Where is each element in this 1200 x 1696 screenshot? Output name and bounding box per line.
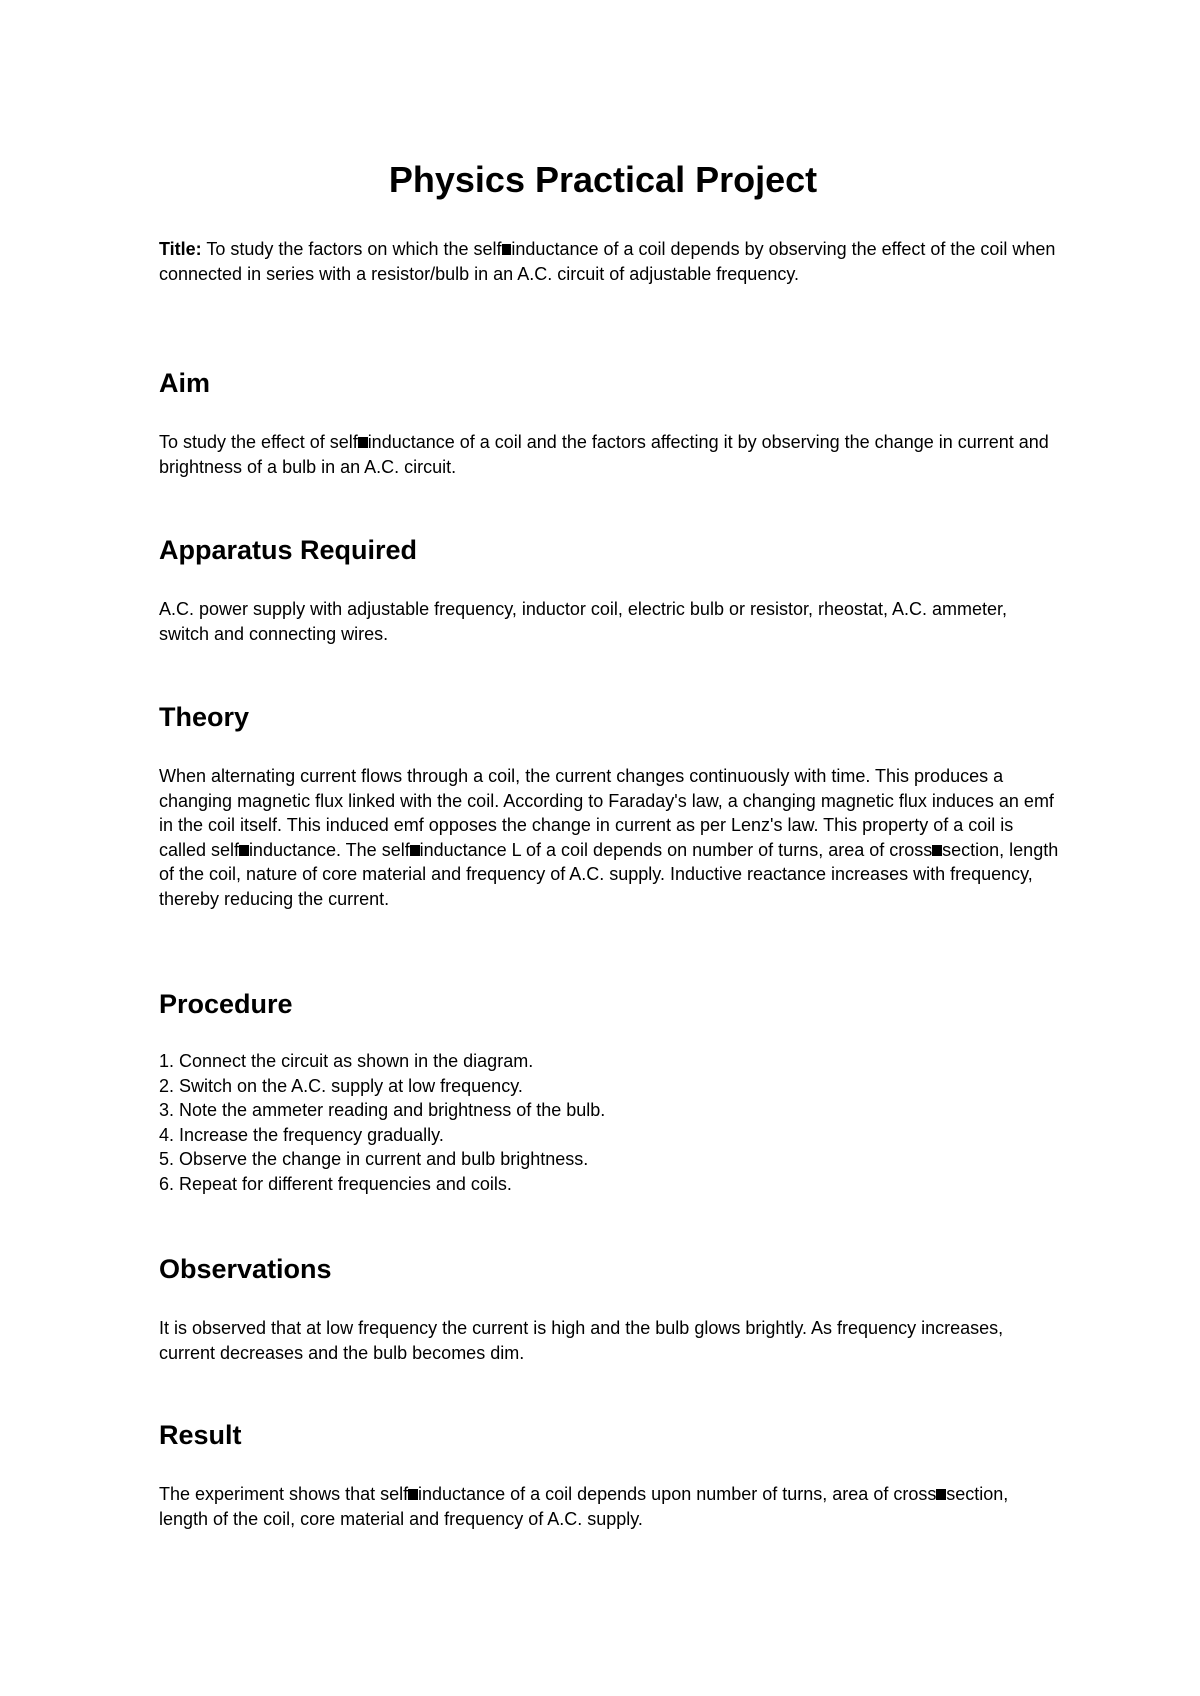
section-theory <box>159 700 1059 911</box>
procedure-step: 5. Observe the change in current and bulb brightness. <box>159 1149 589 1169</box>
procedure-steps <box>159 1049 1059 1196</box>
section-heading-observations: Observations <box>159 1254 332 1284</box>
section-heading-result: Result <box>159 1420 242 1450</box>
section-body-result: The experiment shows that self inductance of a coil depends upon number of turns, area of cross section, length of the coil, core material and frequency of A.C. supply. <box>159 1484 1009 1529</box>
procedure-step: 1. Connect the circuit as shown in the diagram. <box>159 1051 534 1071</box>
section-apparatus <box>159 533 1059 646</box>
glyph-square <box>239 845 249 856</box>
section-body-apparatus: A.C. power supply with adjustable frequency, inductor coil, electric bulb or resistor, rheostat, A.C. ammeter, switch and connecting wires. <box>159 599 1008 644</box>
procedure-step: 3. Note the ammeter reading and brightness of the bulb. <box>159 1100 606 1120</box>
section-result <box>159 1418 1059 1531</box>
project-title-paragraph <box>159 237 1059 287</box>
procedure-step: 6. Repeat for different frequencies and coils. <box>159 1173 512 1194</box>
section-procedure <box>159 987 1059 1196</box>
title-label: Title: <box>159 239 202 259</box>
glyph-square <box>936 1489 946 1500</box>
glyph-square <box>408 1489 418 1500</box>
glyph-square <box>358 437 368 448</box>
procedure-step: 4. Increase the frequency gradually. <box>159 1124 444 1145</box>
section-heading-apparatus: Apparatus Required <box>159 535 418 565</box>
section-body-theory: When alternating current flows through a coil, the current changes continuously with time. This produces a changing magnetic flux linked with the coil. According to Faraday's law, a changing magnetic flux induces an emf in the coil itself. This induced emf opposes the change in current as per Lenz's law. This property of a coil is called self inductance. The self inductance L of a coil depends on number of turns, area of cross section, length of the coil, nature of core material and frequency of A.C. supply. Inductive reactance increases with frequency, thereby reducing the current. <box>159 766 1059 909</box>
title-text: To study the factors on which the self inductance of a coil depends by observing the effect of the coil when connected in series with a resistor/bulb in an A.C. circuit of adjustable frequency. <box>159 239 1056 284</box>
section-heading-theory: Theory <box>159 702 250 732</box>
glyph-square <box>932 845 942 856</box>
section-observations <box>159 1252 1059 1365</box>
section-body-observations: It is observed that at low frequency the current is high and the bulb glows brightly. As frequency increases, current decreases and the bulb becomes dim. <box>159 1318 1004 1363</box>
glyph-square <box>410 845 420 856</box>
procedure-step: 2. Switch on the A.C. supply at low frequency. <box>159 1075 523 1096</box>
glyph-square <box>502 244 512 255</box>
section-heading-aim: Aim <box>159 368 211 398</box>
document-title: Physics Practical Project <box>388 159 818 200</box>
section-heading-procedure: Procedure <box>159 989 293 1019</box>
section-body-aim: To study the effect of self inductance of a coil and the factors affecting it by observing the change in current and brightness of a bulb in an A.C. circuit. <box>159 432 1049 477</box>
section-aim <box>159 366 1059 479</box>
